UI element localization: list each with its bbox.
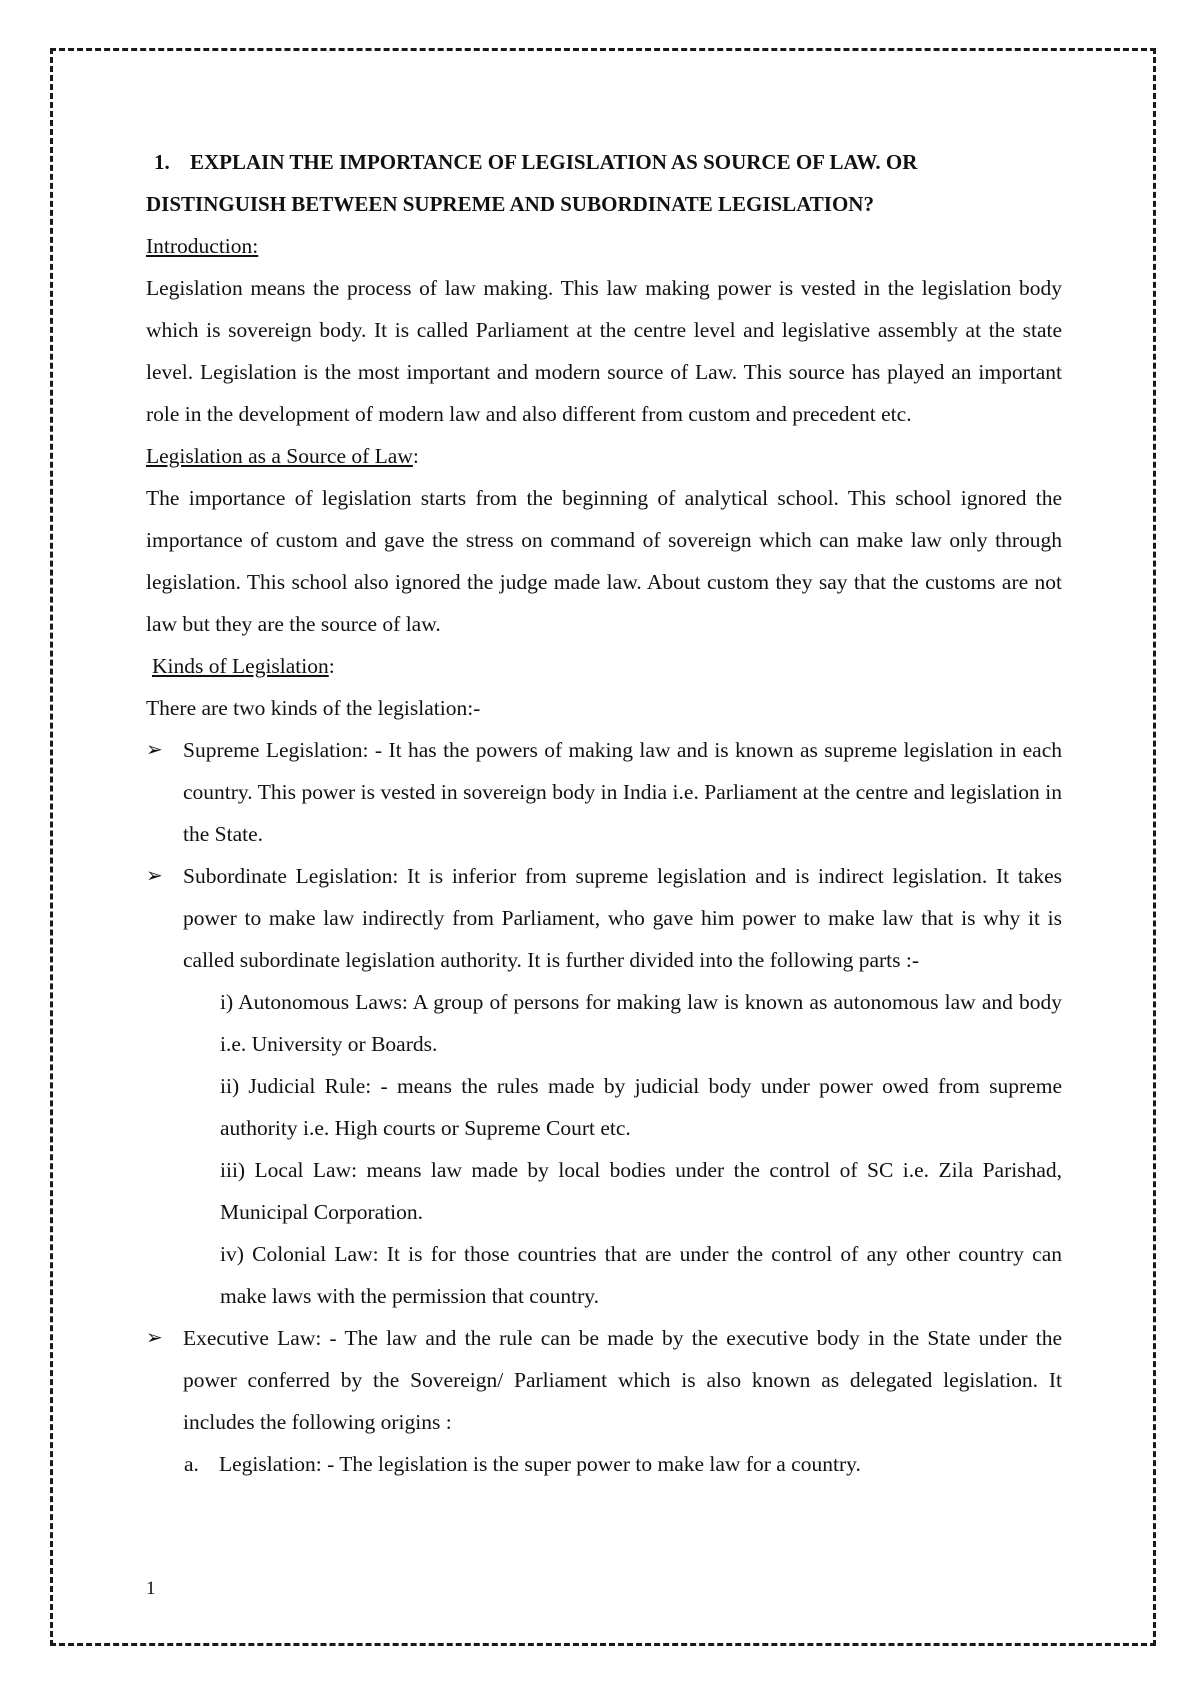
arrow-bullet-icon: ➢ xyxy=(146,739,163,761)
source-of-law-paragraph: The importance of legislation starts from the beginning of analytical school. This school ignored the importance of custom and gave the stress on command of sovereign which can make law only through legislation. This school also ignored the judge made law. About custom they say that the customs are not law but they are the source of law. xyxy=(146,486,1062,636)
subordinate-legislation-text: Subordinate Legislation: It is inferior from supreme legislation and is indirect legislation. It takes power to make law indirectly from Parliament, who gave him power to make law that is why it is called subordinate legislation authority. It is further divided into the following parts :- xyxy=(183,864,1062,972)
sub-item-judicial-rule: ii) Judicial Rule: - means the rules made by judicial body under power owed from supreme authority i.e. High courts or Supreme Court etc. xyxy=(220,1074,1062,1140)
arrow-bullet-icon: ➢ xyxy=(146,1327,163,1349)
kinds-intro: There are two kinds of the legislation:- xyxy=(146,696,481,720)
bullet-supreme-legislation xyxy=(146,729,1062,855)
source-of-law-title-line xyxy=(146,435,1062,477)
sub-item-local-law: iii) Local Law: means law made by local bodies under the control of SC i.e. Zila Parishad, Municipal Corporation. xyxy=(220,1158,1062,1224)
arrow-bullet-icon: ➢ xyxy=(146,865,163,887)
source-of-law-title: Legislation as a Source of Law xyxy=(146,444,413,468)
supreme-legislation-text: Supreme Legislation: - It has the powers of making law and is known as supreme legislation in each country. This power is vested in sovereign body in India i.e. Parliament at the centre and legislation in the State. xyxy=(183,738,1062,846)
kinds-title: Kinds of Legislation xyxy=(152,654,329,678)
question-heading xyxy=(146,141,1062,225)
introduction-paragraph: Legislation means the process of law making. This law making power is vested in the legislation body which is sovereign body. It is called Parliament at the centre level and legislative assembly at the state level. Legislation is the most important and modern source of Law. This source has played an important role in the development of modern law and also different from custom and precedent etc. xyxy=(146,276,1062,426)
source-of-law-title-suffix: : xyxy=(412,444,419,468)
introduction-title: Introduction: xyxy=(146,234,259,258)
sub-item-autonomous-laws: i) Autonomous Laws: A group of persons for making law is known as autonomous law and body i.e. University or Boards. xyxy=(220,990,1062,1056)
executive-law-text: Executive Law: - The law and the rule can be made by the executive body in the State under the power conferred by the Sovereign/ Parliament which is also known as delegated legislation. It includes the following origins : xyxy=(183,1326,1062,1434)
bullet-subordinate-legislation xyxy=(146,855,1062,981)
alpha-item-text: Legislation: - The legislation is the super power to make law for a country. xyxy=(219,1452,861,1476)
question-heading-line2: DISTINGUISH BETWEEN SUPREME AND SUBORDINATE LEGISLATION? xyxy=(146,192,874,216)
alpha-item-mark: a. xyxy=(184,1452,199,1476)
question-heading-line1: EXPLAIN THE IMPORTANCE OF LEGISLATION AS SOURCE OF LAW. OR xyxy=(190,150,918,174)
bullet-executive-law xyxy=(146,1317,1062,1443)
page-number: 1 xyxy=(146,1578,156,1599)
alpha-item-legislation xyxy=(146,1443,1062,1485)
kinds-title-suffix: : xyxy=(328,654,335,678)
question-number: 1. xyxy=(154,150,170,174)
kinds-title-line xyxy=(146,645,1062,687)
sub-item-colonial-law: iv) Colonial Law: It is for those countries that are under the control of any other country can make laws with the permission that country. xyxy=(220,1242,1062,1308)
document-body xyxy=(146,141,1062,1485)
